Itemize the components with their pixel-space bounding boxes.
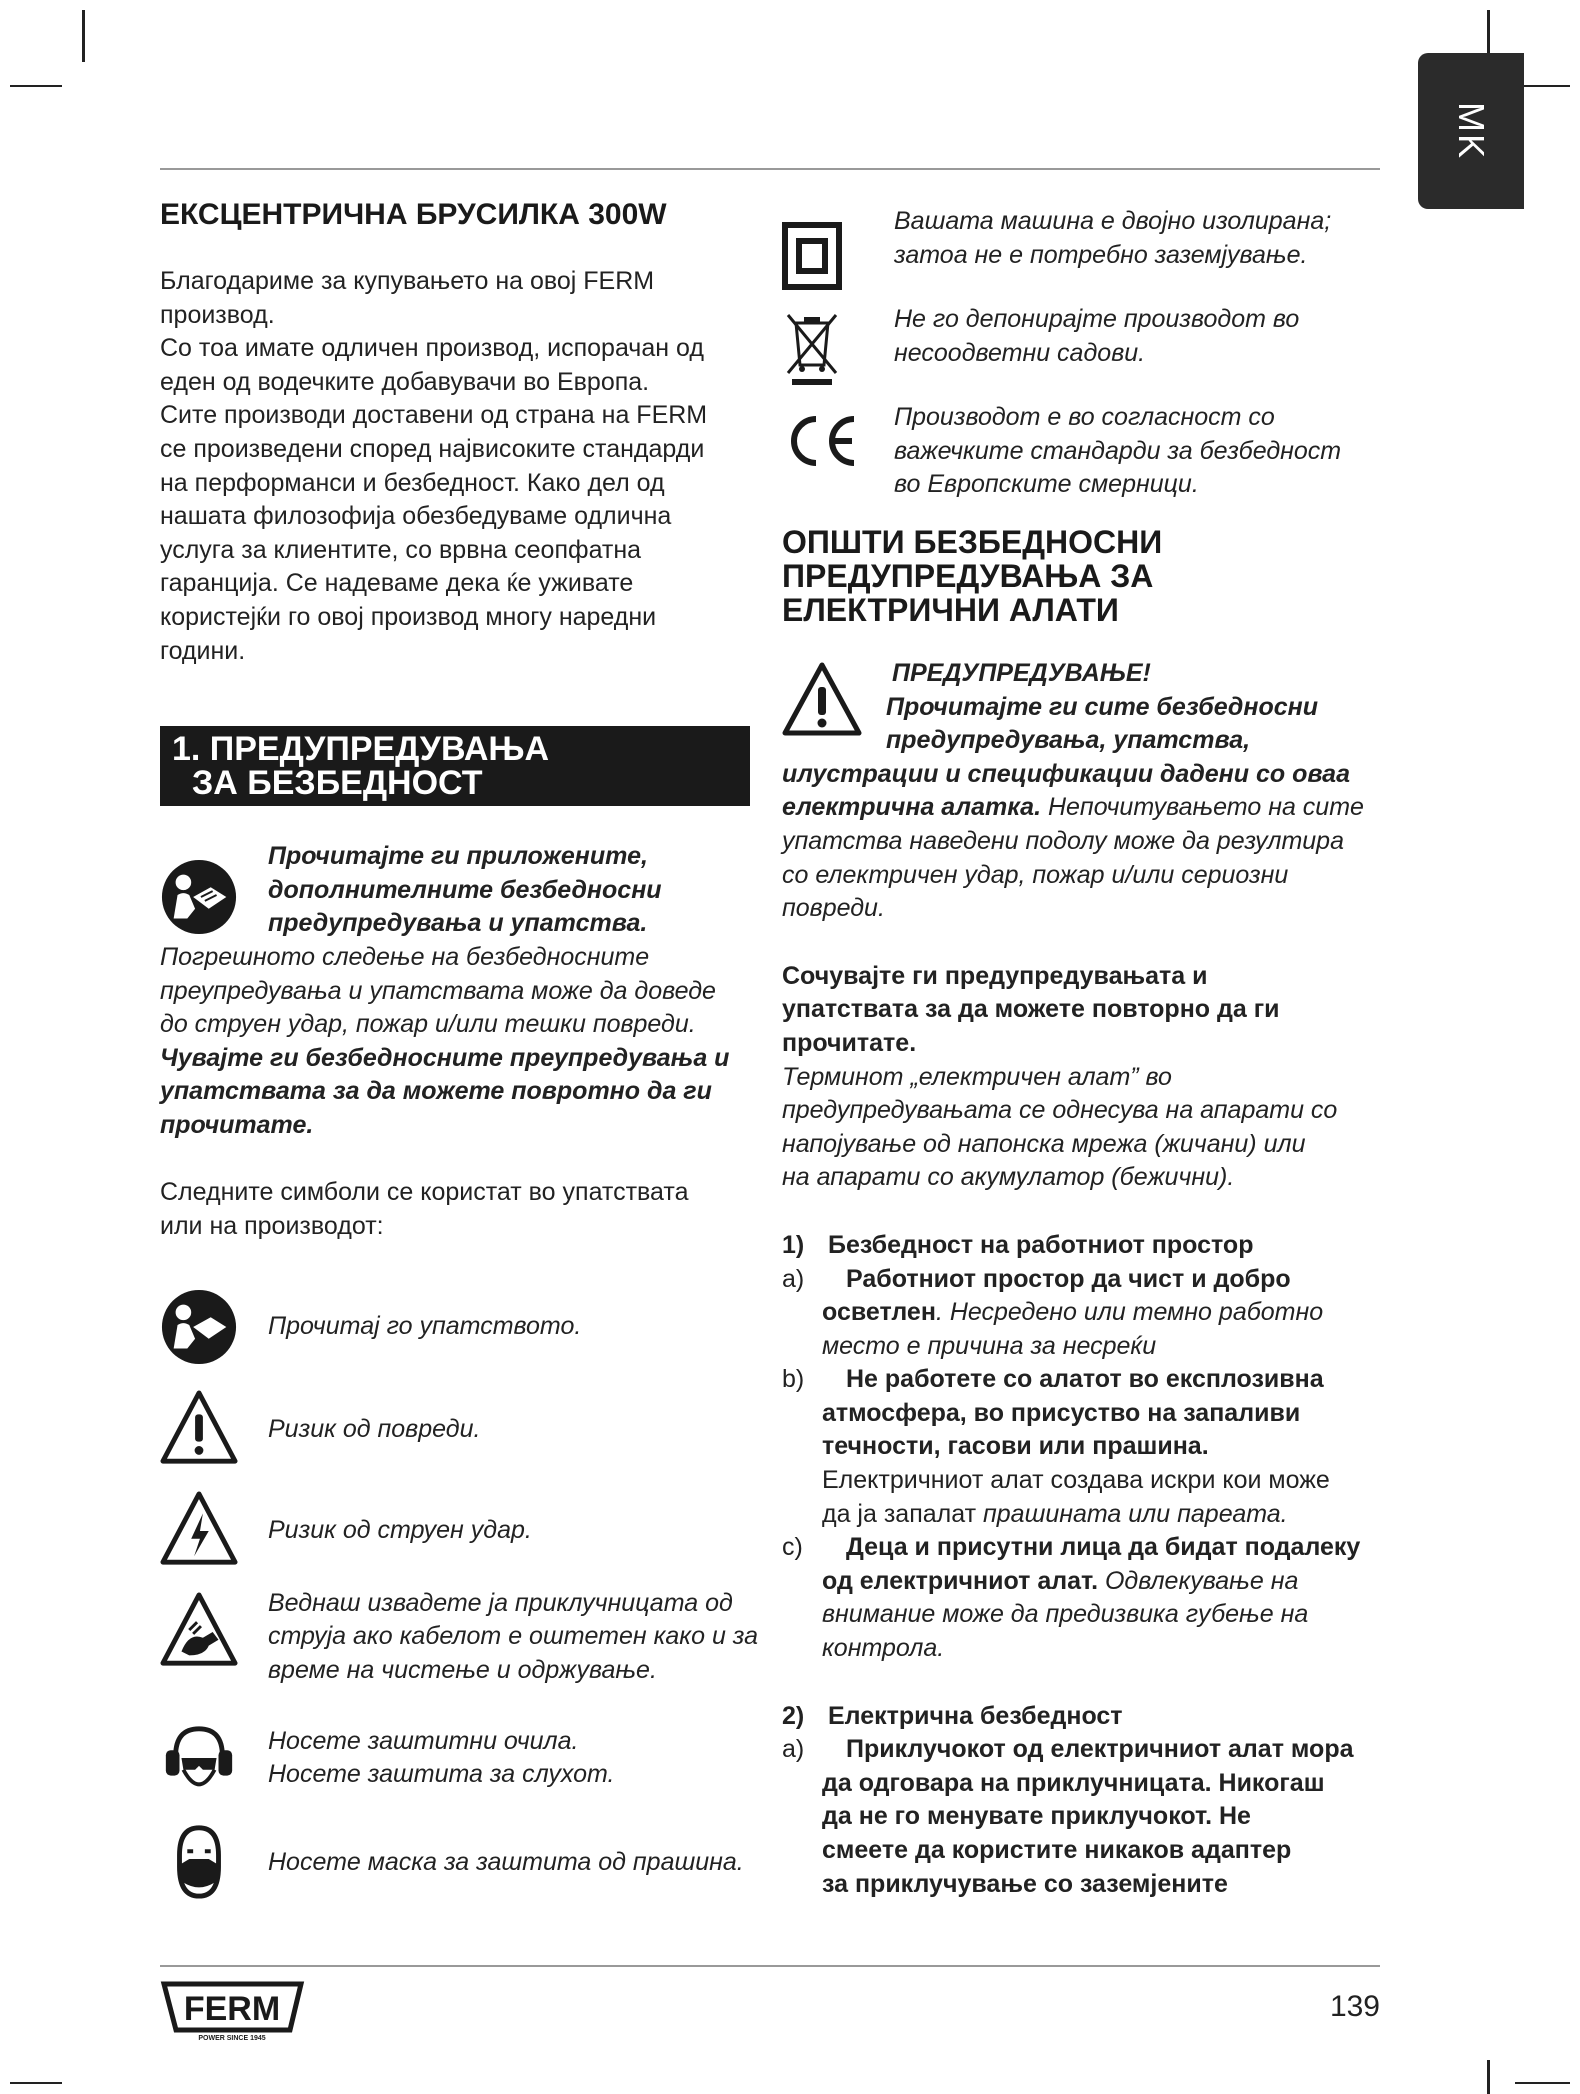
warning-icon <box>782 661 862 737</box>
intro-line: години. <box>160 636 246 665</box>
section-banner-line: 1. ПРЕДУПРЕДУВАЊА <box>172 730 550 769</box>
warning-bold: електрична алатка. <box>782 793 1042 822</box>
footer-rule <box>160 1965 1380 1967</box>
list-text: место е причина за несреќи <box>822 1331 1157 1360</box>
symbol-text-line: несоодветни садови. <box>894 338 1146 367</box>
list-text: да не го менувате приклучокот. Не <box>822 1802 1251 1831</box>
section-banner <box>160 726 750 806</box>
list-text: за приклучување со заземјените <box>822 1869 1228 1898</box>
list-text-tail: Одвлекување на <box>1098 1566 1299 1595</box>
read-manual-bold-line: Прочитајте ги приложените, <box>268 842 648 871</box>
symbol-text-line: Носете заштита за слухот. <box>268 1760 615 1789</box>
list-line <box>822 1531 1412 1565</box>
list-heading-text: Електрична безбедност <box>828 1701 1123 1730</box>
list-text: контрола. <box>822 1634 945 1663</box>
list-number: 2) <box>782 1701 805 1730</box>
intro-line: Сите производи доставени од страна на FERM <box>160 401 708 430</box>
warning-italic-line: повреди. <box>782 894 885 923</box>
crop-mark <box>10 85 62 87</box>
electrical-safety-section <box>782 1700 1412 1902</box>
section-banner-line: ЗА БЕЗБЕДНОСТ <box>192 764 483 803</box>
intro-line: гаранција. Се надеваме дека ќе уживате <box>160 569 634 598</box>
warning-italic-line: со електричен удар, пожар и/или сериозни <box>782 860 1289 889</box>
symbol-text-line: Веднаш извадете ја приклучницата од <box>268 1588 733 1617</box>
keep-italic-line: Терминот „електричен алат” во <box>782 1062 1172 1091</box>
symbol-text-line: важечките стандарди за безбедност <box>894 436 1342 465</box>
symbol-text <box>894 401 1341 502</box>
symbols-intro-line: Следните симболи се користат во упатствата <box>160 1178 689 1207</box>
list-text: смеете да користите никаков адаптер <box>822 1836 1292 1864</box>
list-item <box>782 1733 1412 1901</box>
read-manual-italic-line: Погрешното следење на безбедносните <box>160 942 650 971</box>
intro-line: еден од водечките добавувачи во Европа. <box>160 367 650 396</box>
section-heading-line: ПРЕДУПРЕДУВАЊА ЗА <box>782 558 1154 594</box>
list-line <box>822 1363 1412 1397</box>
symbol-text <box>894 205 1331 272</box>
warning-italic: Непочитувањето на сите <box>1041 793 1364 822</box>
language-tab-label: MK <box>1451 102 1492 160</box>
right-column <box>782 205 1412 1901</box>
list-text: Деца и присутни лица да бидат подалеку <box>846 1533 1361 1562</box>
intro-line: услуга за клиентите, со врвна сеопфатна <box>160 535 642 564</box>
symbol-text: Носете маска за заштита од прашина. <box>268 1847 744 1876</box>
symbol-text-line: Производот е во согласност со <box>894 403 1275 431</box>
crop-mark <box>1487 2060 1490 2094</box>
read-manual-keep-line: упатствата за да можете повротно да ги <box>160 1077 712 1106</box>
intro-line: на перформанси и безбедност. Како дел од <box>160 468 665 497</box>
symbol-text <box>268 1725 615 1792</box>
section-heading <box>782 525 1412 627</box>
keep-bold-line: Сочувајте ги предупредувањата и <box>782 961 1208 990</box>
crop-mark <box>82 10 85 62</box>
list-text: внимание може да предизвика губење на <box>822 1600 1309 1629</box>
page-number: 139 <box>1329 1990 1380 2023</box>
list-marker: a) <box>782 1264 805 1293</box>
symbol-text: Ризик од струен удар. <box>268 1515 532 1544</box>
read-manual-block <box>160 840 760 1142</box>
symbol-row <box>782 301 1412 401</box>
warning-icon <box>160 1389 238 1467</box>
list-marker: b) <box>782 1365 805 1394</box>
list-text: Не работете со алатот во експлозивна <box>846 1365 1324 1394</box>
symbol-row <box>782 401 1412 511</box>
symbol-row <box>160 1822 760 1923</box>
symbol-text-line: струја ако кабелот е оштетен како и за <box>268 1622 759 1651</box>
list-heading-text: Безбедност на работниот простор <box>828 1230 1254 1259</box>
list-text: течности, гасови или прашина. <box>822 1432 1209 1461</box>
list-line <box>822 1296 1412 1330</box>
read-manual-bold-line: дополнителните безбедносни <box>268 875 662 904</box>
list-text: Приклучокот од електричниот алат мора <box>846 1735 1354 1764</box>
language-tab <box>1418 53 1524 209</box>
list-line <box>822 1498 1412 1532</box>
read-manual-italic-line: преупредувања и упатствата може да доведе <box>160 976 716 1005</box>
symbol-text-line: Вашата машина е двојно изолирана; <box>894 207 1332 235</box>
symbol-text <box>268 1587 758 1688</box>
warning-line: илустрации и спецификации дадени со оваа <box>782 759 1350 788</box>
unplug-icon <box>160 1591 238 1669</box>
list-line <box>822 1632 1412 1666</box>
list-text: од електричниот алат. <box>822 1566 1099 1595</box>
read-manual-keep-line: Чувајте ги безбедносните преупредувања и <box>160 1043 730 1072</box>
list-line <box>822 1330 1412 1364</box>
symbol-text: Ризик од повреди. <box>268 1414 481 1443</box>
ferm-logo <box>160 1980 305 2042</box>
list-line <box>822 1598 1412 1632</box>
list-text-tail: . Несредено или темно работно <box>935 1298 1324 1327</box>
list-line <box>822 1565 1412 1599</box>
intro-paragraph <box>160 265 760 668</box>
symbol-text-line: време на чистење и одржување. <box>268 1655 657 1684</box>
list-line <box>822 1397 1412 1431</box>
symbol-text: Прочитај го упатството. <box>268 1311 582 1340</box>
list-heading <box>782 1229 1412 1263</box>
read-manual-keep-line: прочитате. <box>160 1110 314 1139</box>
warning-block <box>782 657 1412 926</box>
keep-italic-line: предупредувањата се однесува на апарати со <box>782 1096 1338 1125</box>
logo-subtext: POWER SINCE 1945 <box>198 2035 266 2042</box>
crop-mark <box>10 2082 62 2084</box>
symbol-row <box>160 1588 760 1721</box>
list-text: да ја запалат <box>822 1499 983 1528</box>
warning-italic-lines <box>782 825 1412 926</box>
list-number: 1) <box>782 1230 805 1259</box>
symbol-text-line: во Европските смерници. <box>894 470 1199 499</box>
symbol-row <box>160 1490 760 1591</box>
list-line <box>822 1464 1412 1498</box>
symbol-row <box>160 1288 760 1389</box>
electric-shock-icon <box>160 1490 238 1568</box>
list-item <box>782 1531 1412 1665</box>
intro-line: производ. <box>160 300 275 329</box>
read-manual-italic <box>160 941 760 1042</box>
symbol-text-line: Носете заштитни очила. <box>268 1726 579 1755</box>
list-heading <box>782 1700 1412 1734</box>
keep-bold-line: упатствата за да можете повторно да ги <box>782 995 1280 1024</box>
keep-bold-line: прочитате. <box>782 1028 917 1057</box>
symbol-row <box>160 1389 760 1490</box>
symbol-text-line: Не го депонирајте производот во <box>894 305 1300 333</box>
list-text: да одговара на приклучницата. Никогаш <box>822 1768 1325 1797</box>
keep-bold <box>782 960 1412 1061</box>
symbols-intro <box>160 1176 760 1243</box>
list-marker: a) <box>782 1735 805 1764</box>
keep-italic <box>782 1061 1412 1195</box>
keep-italic-line: напојување од напонска мрежа (жичани) или <box>782 1129 1306 1158</box>
keep-italic-line: на апарати со акумулатор (бежични). <box>782 1163 1235 1192</box>
symbol-text <box>894 303 1299 370</box>
left-column <box>160 195 760 1923</box>
list-marker: c) <box>782 1533 803 1562</box>
read-manual-italic-line: до струен удар, пожар и/или тешки повреди. <box>160 1010 696 1039</box>
header-rule <box>160 168 1380 170</box>
list-text: атмосфера, во присуство на запаливи <box>822 1398 1301 1427</box>
list-line <box>822 1834 1412 1868</box>
section-heading-line: ЕЛЕКТРИЧНИ АЛАТИ <box>782 592 1119 628</box>
read-manual-icon <box>160 1288 238 1366</box>
read-manual-icon <box>160 858 238 936</box>
logo-text: FERM <box>183 1990 281 2028</box>
symbol-row <box>782 205 1412 301</box>
warning-line: Прочитајте ги сите безбедносни <box>886 692 1319 721</box>
symbol-row <box>160 1721 760 1822</box>
intro-line: се произведени според највисоките стандарди <box>160 434 705 463</box>
list-line <box>822 1733 1412 1767</box>
intro-line: користејќи го овој производ многу наредни <box>160 602 657 631</box>
read-manual-bold <box>160 840 760 941</box>
intro-line: нашата филозофија обезбедуваме одлична <box>160 502 672 531</box>
work-area-section <box>782 1229 1412 1666</box>
weee-bin-icon <box>782 307 842 387</box>
list-item <box>782 1363 1412 1531</box>
intro-line: Благодариме за купувањето на овој FERM <box>160 267 655 295</box>
symbols-list <box>160 1288 760 1923</box>
list-item <box>782 1263 1412 1364</box>
goggles-earmuffs-icon <box>160 1721 238 1799</box>
list-text: Електричниот алат создава искри кои може <box>822 1466 1330 1495</box>
list-text: осветлен <box>822 1298 936 1327</box>
intro-line: Со тоа имате одличен производ, испорачан од <box>160 334 704 363</box>
warning-line: предупредувања, упатства, <box>886 726 1251 755</box>
double-insulation-icon <box>782 213 842 293</box>
section-heading-line: ОПШТИ БЕЗБЕДНОСНИ <box>782 524 1163 560</box>
list-line <box>822 1800 1412 1834</box>
list-line <box>822 1868 1412 1902</box>
list-line <box>822 1263 1412 1297</box>
dust-mask-icon <box>160 1822 238 1900</box>
warning-italic-line: упатства наведени подолу може да резултира <box>782 826 1344 855</box>
symbols-intro-line: или на производот: <box>160 1212 384 1241</box>
ce-mark-icon <box>782 411 862 471</box>
read-manual-bold-line: предупредувања и упатства. <box>268 909 648 938</box>
page-title: ЕКСЦЕНТРИЧНА БРУСИЛКА 300W <box>160 198 667 231</box>
list-line <box>822 1767 1412 1801</box>
warning-head: ПРЕДУПРЕДУВАЊЕ! <box>892 659 1151 687</box>
read-manual-keep <box>160 1042 760 1143</box>
list-text: Работниот простор да чист и добро <box>846 1264 1291 1293</box>
keep-block <box>782 960 1412 1195</box>
list-text-tail: прашината или пареата. <box>983 1499 1288 1528</box>
list-line <box>822 1430 1412 1464</box>
warning-line <box>782 791 1412 825</box>
crop-mark <box>1515 2082 1570 2084</box>
symbol-text-line: затоа не е потребно заземјување. <box>894 240 1308 269</box>
